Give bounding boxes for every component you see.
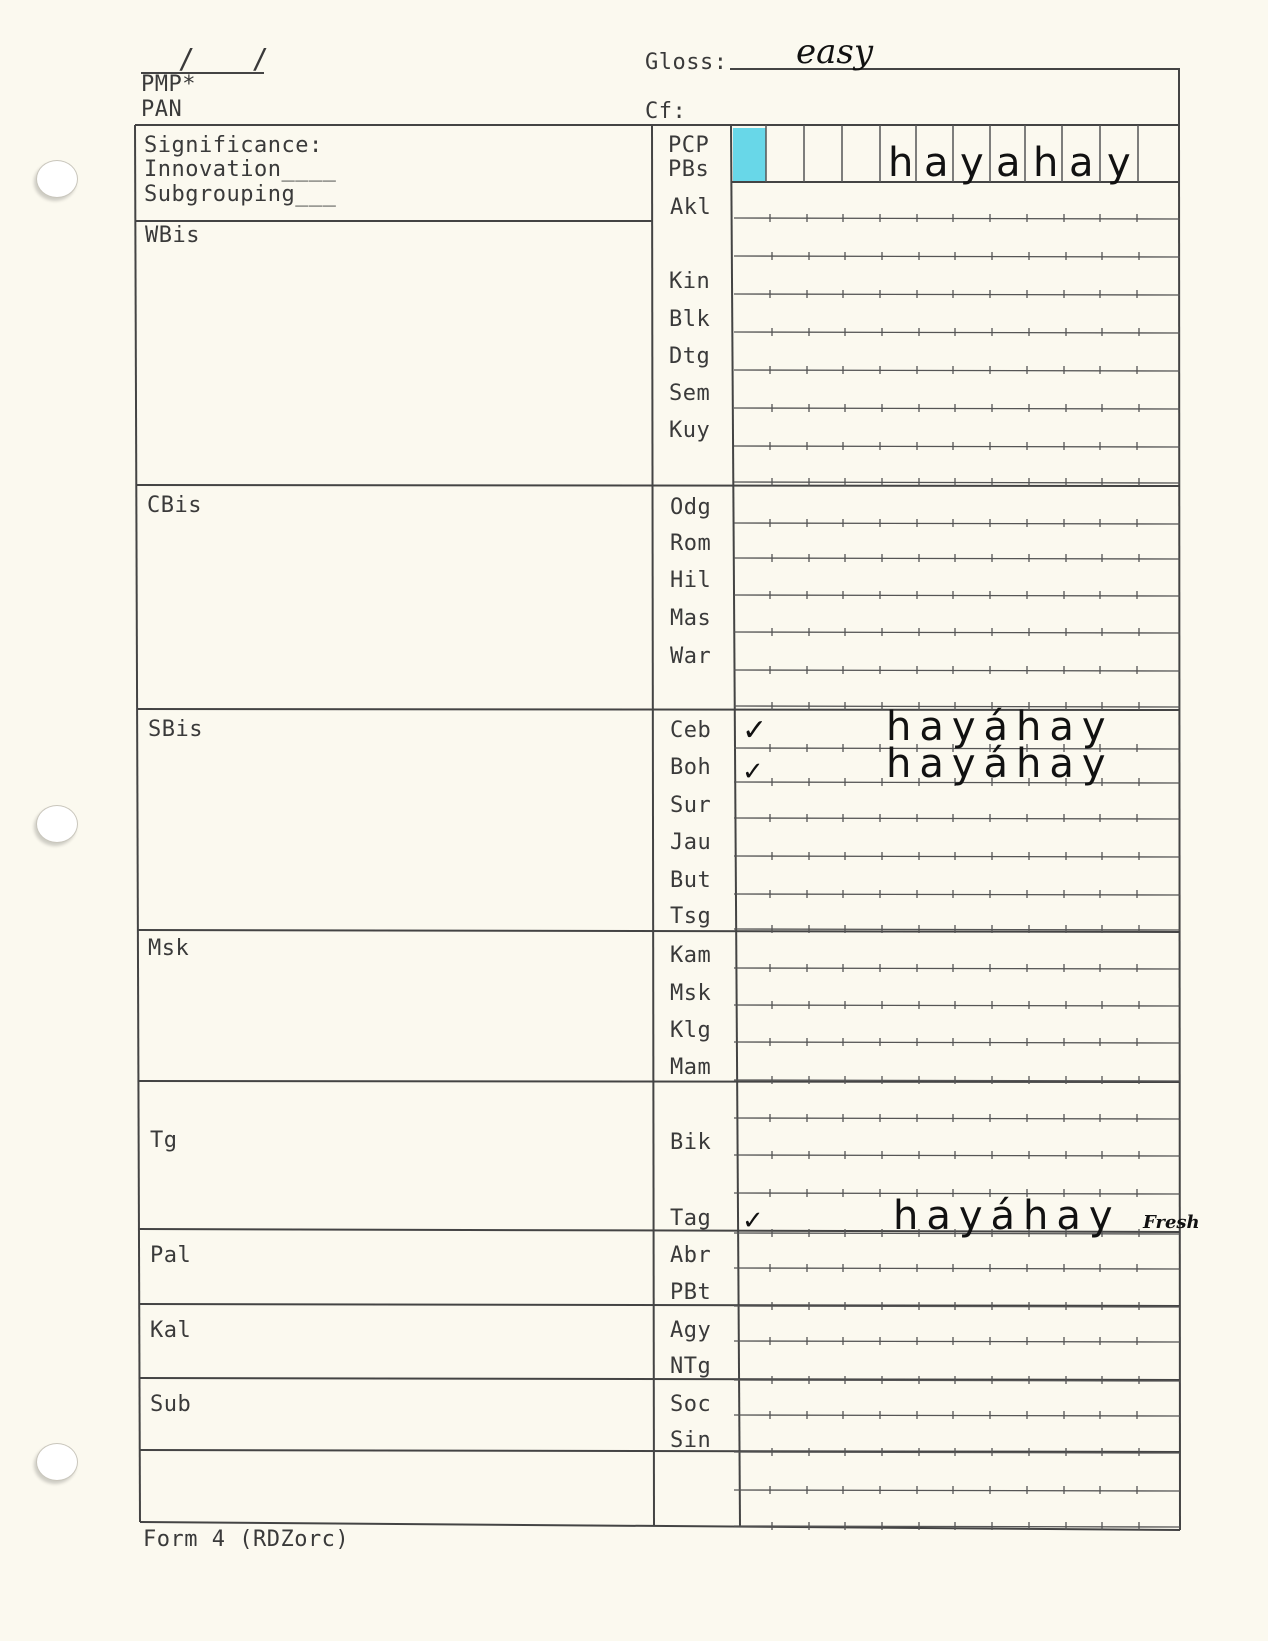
language-label: Blk [669,307,711,332]
proto-letter: a [996,140,1021,186]
ruled-line [734,1415,1180,1416]
ruled-line [734,1005,1180,1006]
proto-letter: a [924,140,949,186]
ruled-line [734,632,1180,633]
pan-label: PAN [141,97,183,122]
group-label-cbis: CBis [147,493,202,518]
language-label: Mam [670,1055,712,1080]
language-label: Kuy [669,418,711,443]
language-label: NTg [670,1354,712,1379]
ruled-line [734,595,1180,596]
ruled-line [734,446,1180,447]
pmp-label: PMP* [141,72,196,97]
ruled-line [734,929,1180,930]
ruled-line [734,218,1180,219]
language-label: Klg [670,1018,712,1043]
group-label-sbis: SBis [148,717,203,742]
ruled-line [734,1042,1180,1043]
proto-label-pcp: PCP [668,133,710,158]
proto-letter: y [960,140,984,186]
language-label: Kam [670,943,712,968]
ceb-form: hayáhay [886,704,1114,750]
ruled-line [734,1490,1180,1491]
language-label: But [670,868,712,893]
language-label: PBt [670,1280,712,1305]
ruled-line [734,408,1180,409]
ruled-line [734,1268,1180,1269]
gloss-value: easy [796,32,874,72]
proto-letter: y [1107,140,1131,186]
ruled-line [734,1118,1180,1119]
ruled-line [734,482,1180,483]
language-label: Msk [670,981,712,1006]
language-label: Tag [670,1206,712,1231]
ruled-line [734,370,1180,371]
tag-note: Fresh [1143,1212,1200,1233]
ruled-line [734,1155,1180,1156]
ruled-line [734,256,1180,257]
ruled-line [734,894,1180,895]
language-label: Agy [670,1318,712,1343]
ruled-line [734,1341,1180,1342]
group-label-wbis: WBis [145,223,200,248]
language-label: Hil [670,568,712,593]
ceb-checkmark: ✓ [742,713,768,748]
proto-letter: h [888,140,914,186]
ruled-line [734,523,1180,524]
group-label-kal: Kal [150,1318,192,1343]
language-label: Boh [670,755,712,780]
ruled-line [734,818,1180,819]
language-label: Jau [670,830,712,855]
language-label: Rom [670,531,712,556]
group-label-tg: Tg [150,1128,178,1153]
innovation-label: Innovation____ [144,157,337,182]
ruled-line [734,670,1180,671]
language-label: Dtg [669,344,711,369]
ruled-line [734,332,1180,333]
gloss-label: Gloss: [645,50,728,75]
proto-letter: a [1069,140,1094,186]
language-label: Ceb [670,718,712,743]
cf-label: Cf: [645,99,687,124]
proto-letter: h [1033,140,1059,186]
boh-checkmark: ✓ [742,757,764,787]
language-label: Odg [670,495,712,520]
language-label: Tsg [670,904,712,929]
tag-checkmark: ✓ [742,1206,764,1236]
proto-label-pbs: PBs [668,157,710,182]
date-mark: / / [178,42,289,75]
ruled-line [734,856,1180,857]
language-label: War [670,644,712,669]
ruled-line [734,968,1180,969]
language-label: Bik [670,1130,712,1155]
language-label: Sin [670,1428,712,1453]
language-label: Sur [670,793,712,818]
group-label-msk: Msk [148,936,190,961]
language-label: Mas [670,606,712,631]
language-label: Abr [670,1243,712,1268]
boh-form: hayáhay [886,741,1114,787]
group-label-pal: Pal [150,1243,192,1268]
tag-form: hayáhay [893,1193,1121,1239]
language-label: Akl [670,195,712,220]
ruled-line [734,294,1180,295]
ruled-line [734,558,1180,559]
language-label: Kin [669,269,711,294]
subgrouping-label: Subgrouping___ [144,182,337,207]
form-label: Form 4 (RDZorc) [143,1527,350,1552]
language-label: Sem [669,381,711,406]
language-label: Soc [670,1392,712,1417]
significance-title: Significance: [144,133,323,158]
group-label-sub: Sub [150,1392,192,1417]
